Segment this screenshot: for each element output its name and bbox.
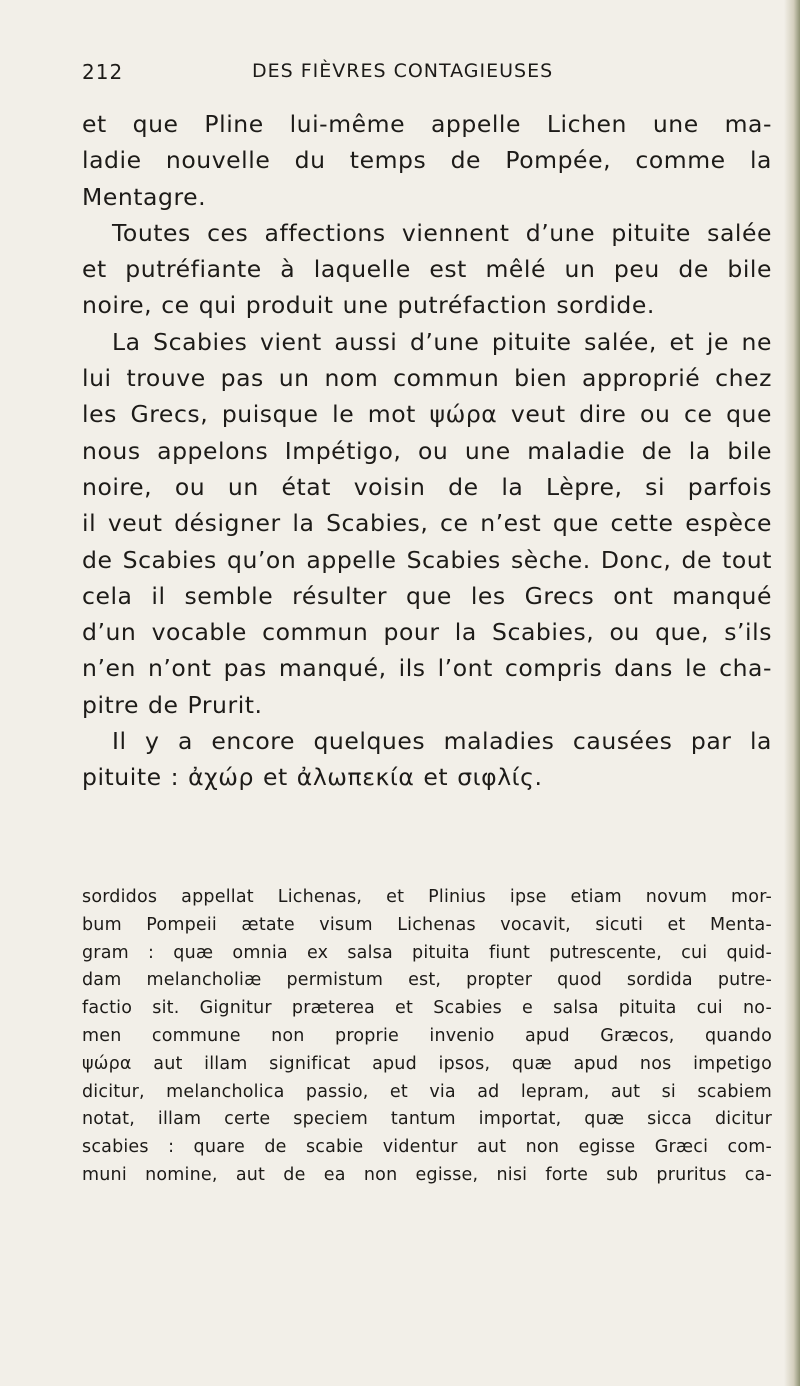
main-line: noire, ou un état voisin de la Lèpre, si parfois xyxy=(82,472,772,501)
main-line: Toutes ces affections viennent d’une pituite salée xyxy=(112,218,772,247)
main-line: n’en n’ont pas manqué, ils l’ont compris dans le cha- xyxy=(82,654,772,683)
main-line: de Scabies qu’on appelle Scabies sèche. Donc, de tout xyxy=(82,545,772,574)
main-line: lui trouve pas un nom commun bien approprié chez xyxy=(82,364,772,393)
main-text xyxy=(82,106,772,796)
note-line: factio sit. Gignitur præterea et Scabies e salsa pituita cui no- xyxy=(82,998,772,1019)
main-line: nous appelons Impétigo, ou une maladie de la bile xyxy=(82,436,772,465)
main-line: Mentagre. xyxy=(82,182,207,211)
main-line: ladie nouvelle du temps de Pompée, comme la xyxy=(82,146,772,175)
page-edge-shadow xyxy=(784,0,800,1386)
note-line: sordidos appellat Lichenas, et Plinius ipse etiam novum mor- xyxy=(82,887,772,907)
main-line: et putréfiante à laquelle est mêlé un peu de bile xyxy=(82,255,772,284)
main-line: et que Pline lui-même appelle Lichen une ma- xyxy=(82,110,772,138)
main-line: pitre de Prurit. xyxy=(82,690,263,719)
note-line: muni nomine, aut de ea non egisse, nisi forte sub pruritus ca- xyxy=(82,1164,772,1185)
main-line: il veut désigner la Scabies, ce n’est que cette espèce xyxy=(82,509,772,538)
note-line: gram : quæ omnia ex salsa pituita fiunt putrescente, cui quid- xyxy=(82,942,772,963)
note-line: dicitur, melancholica passio, et via ad lepram, aut si scabiem xyxy=(82,1081,772,1102)
note-line: ψώρα aut illam significat apud ipsos, quæ apud nos impetigo xyxy=(82,1053,772,1074)
running-title: DES FIÈVRES CONTAGIEUSES xyxy=(252,60,554,82)
main-line: les Grecs, puisque le mot ψώρα veut dire ou ce que xyxy=(82,400,772,429)
note-line: men commune non proprie invenio apud Græcos, quando xyxy=(82,1025,772,1046)
note-line: dam melancholiæ permistum est, propter quod sordida putre- xyxy=(82,970,772,991)
note-line: scabies : quare de scabie videntur aut non egisse Græci com- xyxy=(82,1137,772,1158)
note-line: bum Pompeii ætate visum Lichenas vocavit, sicuti et Menta- xyxy=(82,914,772,935)
main-line: cela il semble résulter que les Grecs ont manqué xyxy=(82,581,772,610)
note-line: notat, illam certe speciem tantum importat, quæ sicca dicitur xyxy=(82,1109,772,1130)
main-line: La Scabies vient aussi d’une pituite salée, et je ne xyxy=(112,327,772,356)
latin-note xyxy=(82,884,772,1190)
main-line: Il y a encore quelques maladies causées par la xyxy=(112,727,772,756)
main-line: d’un vocable commun pour la Scabies, ou que, s’ils xyxy=(82,618,772,647)
main-line: noire, ce qui produit une putréfaction sordide. xyxy=(82,291,655,320)
page-number: 212 xyxy=(82,60,124,84)
running-head xyxy=(82,60,772,90)
main-line: pituite : ἀχώρ et ἀλωπεκία et σιφλίς. xyxy=(82,763,543,792)
